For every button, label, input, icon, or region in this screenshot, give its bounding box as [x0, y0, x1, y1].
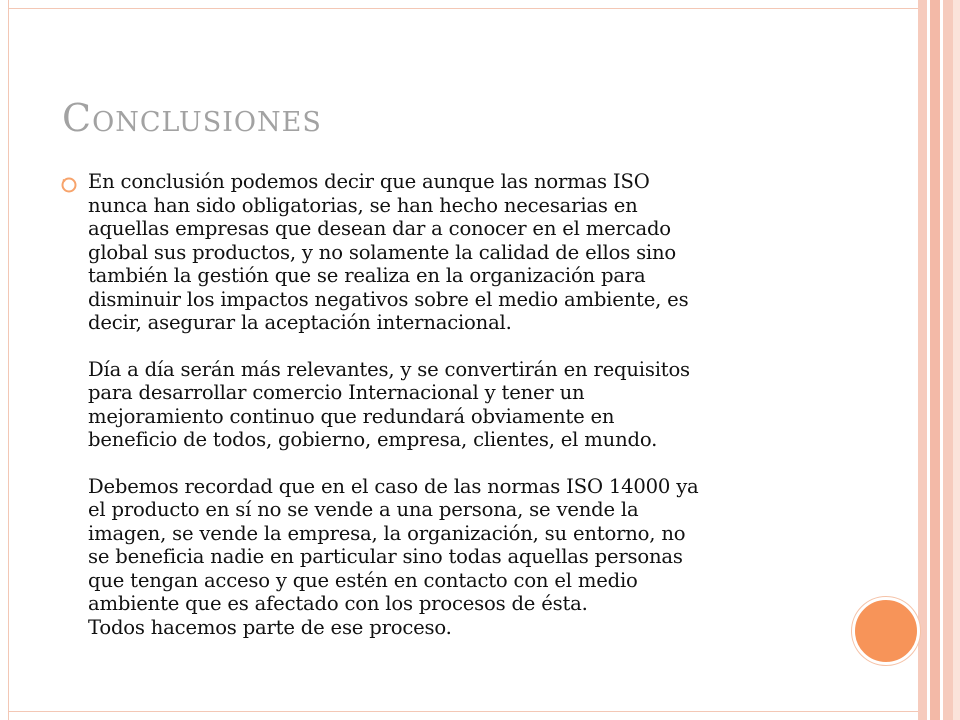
slide-frame-bottom: [8, 711, 918, 720]
stripe: [930, 0, 940, 720]
paragraph: Debemos recordad que en el caso de las normas ISO 14000 ya el producto en sí no se vende a una persona, se vende la imagen, se vende la empresa, la organización, su entorno, no se beneficia nadie en particular sino todas aquellas personas que tengan acceso y que estén en contacto con el medio ambiente que es afectado con los procesos de ésta. Todos hacemos parte de ese proceso.: [88, 474, 699, 639]
stripe: [943, 0, 953, 720]
accent-circle: [852, 597, 920, 665]
stripe: [918, 0, 927, 720]
slide-title: Conclusiones: [62, 96, 322, 140]
slide-frame-left: [0, 0, 9, 720]
paragraph: En conclusión podemos decir que aunque las normas ISO nunca han sido obligatorias, se han hecho necesarias en aquellas empresas que desean dar a conocer en el mercado global sus productos, y no solamente la calidad de ellos sino también la gestión que se realiza en la organización para disminuir los impactos negativos sobre el medio ambiente, es decir, asegurar la aceptación internacional.: [88, 170, 689, 334]
slide-frame-top: [8, 0, 918, 9]
circle-bullet-icon: [58, 174, 80, 196]
paragraph: Día a día serán más relevantes, y se convertirán en requisitos para desarrollar comercio Internacional y tener un mejoramiento continuo que redundará obviamente en beneficio de todos, gobierno, empresa, clientes, el mundo.: [88, 357, 690, 451]
paragraph-spacer: [88, 335, 828, 358]
decorative-stripes: [918, 0, 960, 720]
slide-body: [88, 170, 828, 639]
paragraph-spacer: [88, 452, 828, 475]
stripe: [953, 0, 960, 720]
